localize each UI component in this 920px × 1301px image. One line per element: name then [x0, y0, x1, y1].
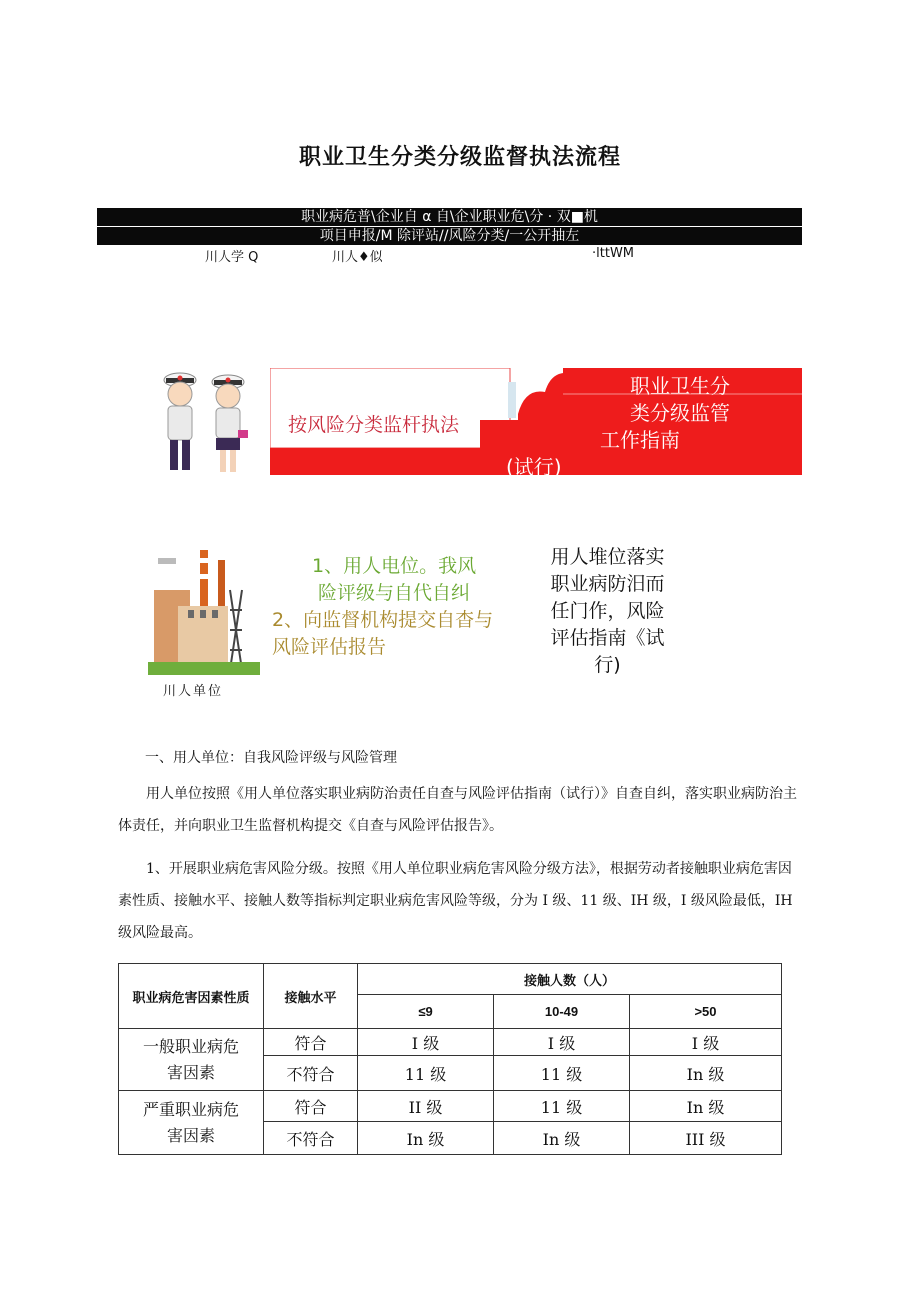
grade-cell: I 级	[494, 1029, 630, 1056]
guide-line-1: 用人堆位落实	[550, 546, 665, 568]
sub-col-header: 10-49	[494, 995, 630, 1029]
guide-line-4: 评估指南《试	[550, 627, 665, 649]
grade-cell: In 级	[630, 1056, 782, 1091]
guide-line-2: 职业病防汨而	[550, 573, 665, 595]
section-heading: 一、用人单位：自我风险评级与风险管理	[145, 750, 397, 766]
col-header-count: 接触人数（人）	[358, 964, 782, 995]
step-2-line-2: 风险评估报告	[272, 636, 387, 658]
grade-cell: I 级	[630, 1029, 782, 1056]
grade-cell: III 级	[630, 1122, 782, 1155]
grade-cell: I 级	[358, 1029, 494, 1056]
col-header-level: 接触水平	[264, 964, 358, 1029]
level-cell: 符合	[264, 1029, 358, 1056]
paragraph-2: 1、开展职业病危害风险分级。按照《用人单位职业病危害风险分级方法》，根据劳动者接触职业病危害因素性质、接触水平、接触人数等指标判定职业病危害风险等级，分为 I 级、11 级、IH 级，I 级风险最低，IH 级风险最高。	[118, 861, 793, 941]
factory-illustration	[148, 550, 260, 675]
step-1-line-1: 1、用人电位。我风	[312, 555, 477, 577]
step-2-line-1: 2、向监督机构提交自杳与	[272, 609, 494, 631]
banner-line-2: 类分级监管	[630, 401, 730, 425]
table-row	[119, 1029, 782, 1056]
factor-cell: 严重职业病危害因素	[119, 1091, 264, 1155]
level-cell: 不符合	[264, 1056, 358, 1091]
col-header-factor: 职业病危害因素性质	[119, 964, 264, 1029]
grade-cell: 11 级	[494, 1091, 630, 1122]
banner-line-4: (试行)	[506, 455, 562, 479]
guide-line-5: 行)	[594, 654, 621, 676]
flow-sub-label-1: 川人学 Q	[205, 250, 259, 265]
paragraph-1: 用人单位按照《用人单位落实职业病防治责任自查与风险评估指南（试行）》自查自纠，落实职业病防治主体责任，并向职业卫生监督机构提交《自查与风险评估报告》。	[118, 786, 797, 834]
flow-sub-label-3: ·lttWM	[592, 246, 635, 261]
level-cell: 符合	[264, 1091, 358, 1122]
grade-cell: 11 级	[494, 1056, 630, 1091]
risk-grading-table	[118, 963, 782, 1155]
grade-cell: In 级	[630, 1091, 782, 1122]
table-row	[119, 1091, 782, 1122]
grade-cell: II 级	[358, 1091, 494, 1122]
step-1-line-2: 险评级与自代自纠	[318, 582, 471, 604]
banner-left-text: 按风险分类监杆执法	[288, 414, 460, 436]
page-title: 职业卫生分类分级监督执法流程	[298, 145, 621, 170]
banner-line-3: 工作指南	[600, 428, 680, 452]
guide-line-3: 任门作，风险	[550, 600, 665, 622]
factor-cell: 一般职业病危害因素	[119, 1029, 264, 1091]
banner-line-1: 职业卫生分	[630, 374, 730, 398]
sub-col-header: >50	[630, 995, 782, 1029]
sub-col-header: ≤9	[358, 995, 494, 1029]
guide-banner	[270, 368, 802, 479]
grade-cell: In 级	[358, 1122, 494, 1155]
grade-cell: In 级	[494, 1122, 630, 1155]
flow-stage-bar: 职业病危普\企业自 α 自\企业职业危\分 · 双■机	[97, 208, 802, 226]
employer-caption: 川人单位	[163, 684, 224, 699]
grade-cell: 11 级	[358, 1056, 494, 1091]
guide-text	[540, 544, 675, 679]
flow-step-bar: 项目申报/M 除评站//风险分类/一公开抽左	[97, 227, 802, 245]
level-cell: 不符合	[264, 1122, 358, 1155]
flow-sub-label-2: 川人♦似	[332, 250, 383, 265]
officers-illustration	[152, 368, 264, 478]
